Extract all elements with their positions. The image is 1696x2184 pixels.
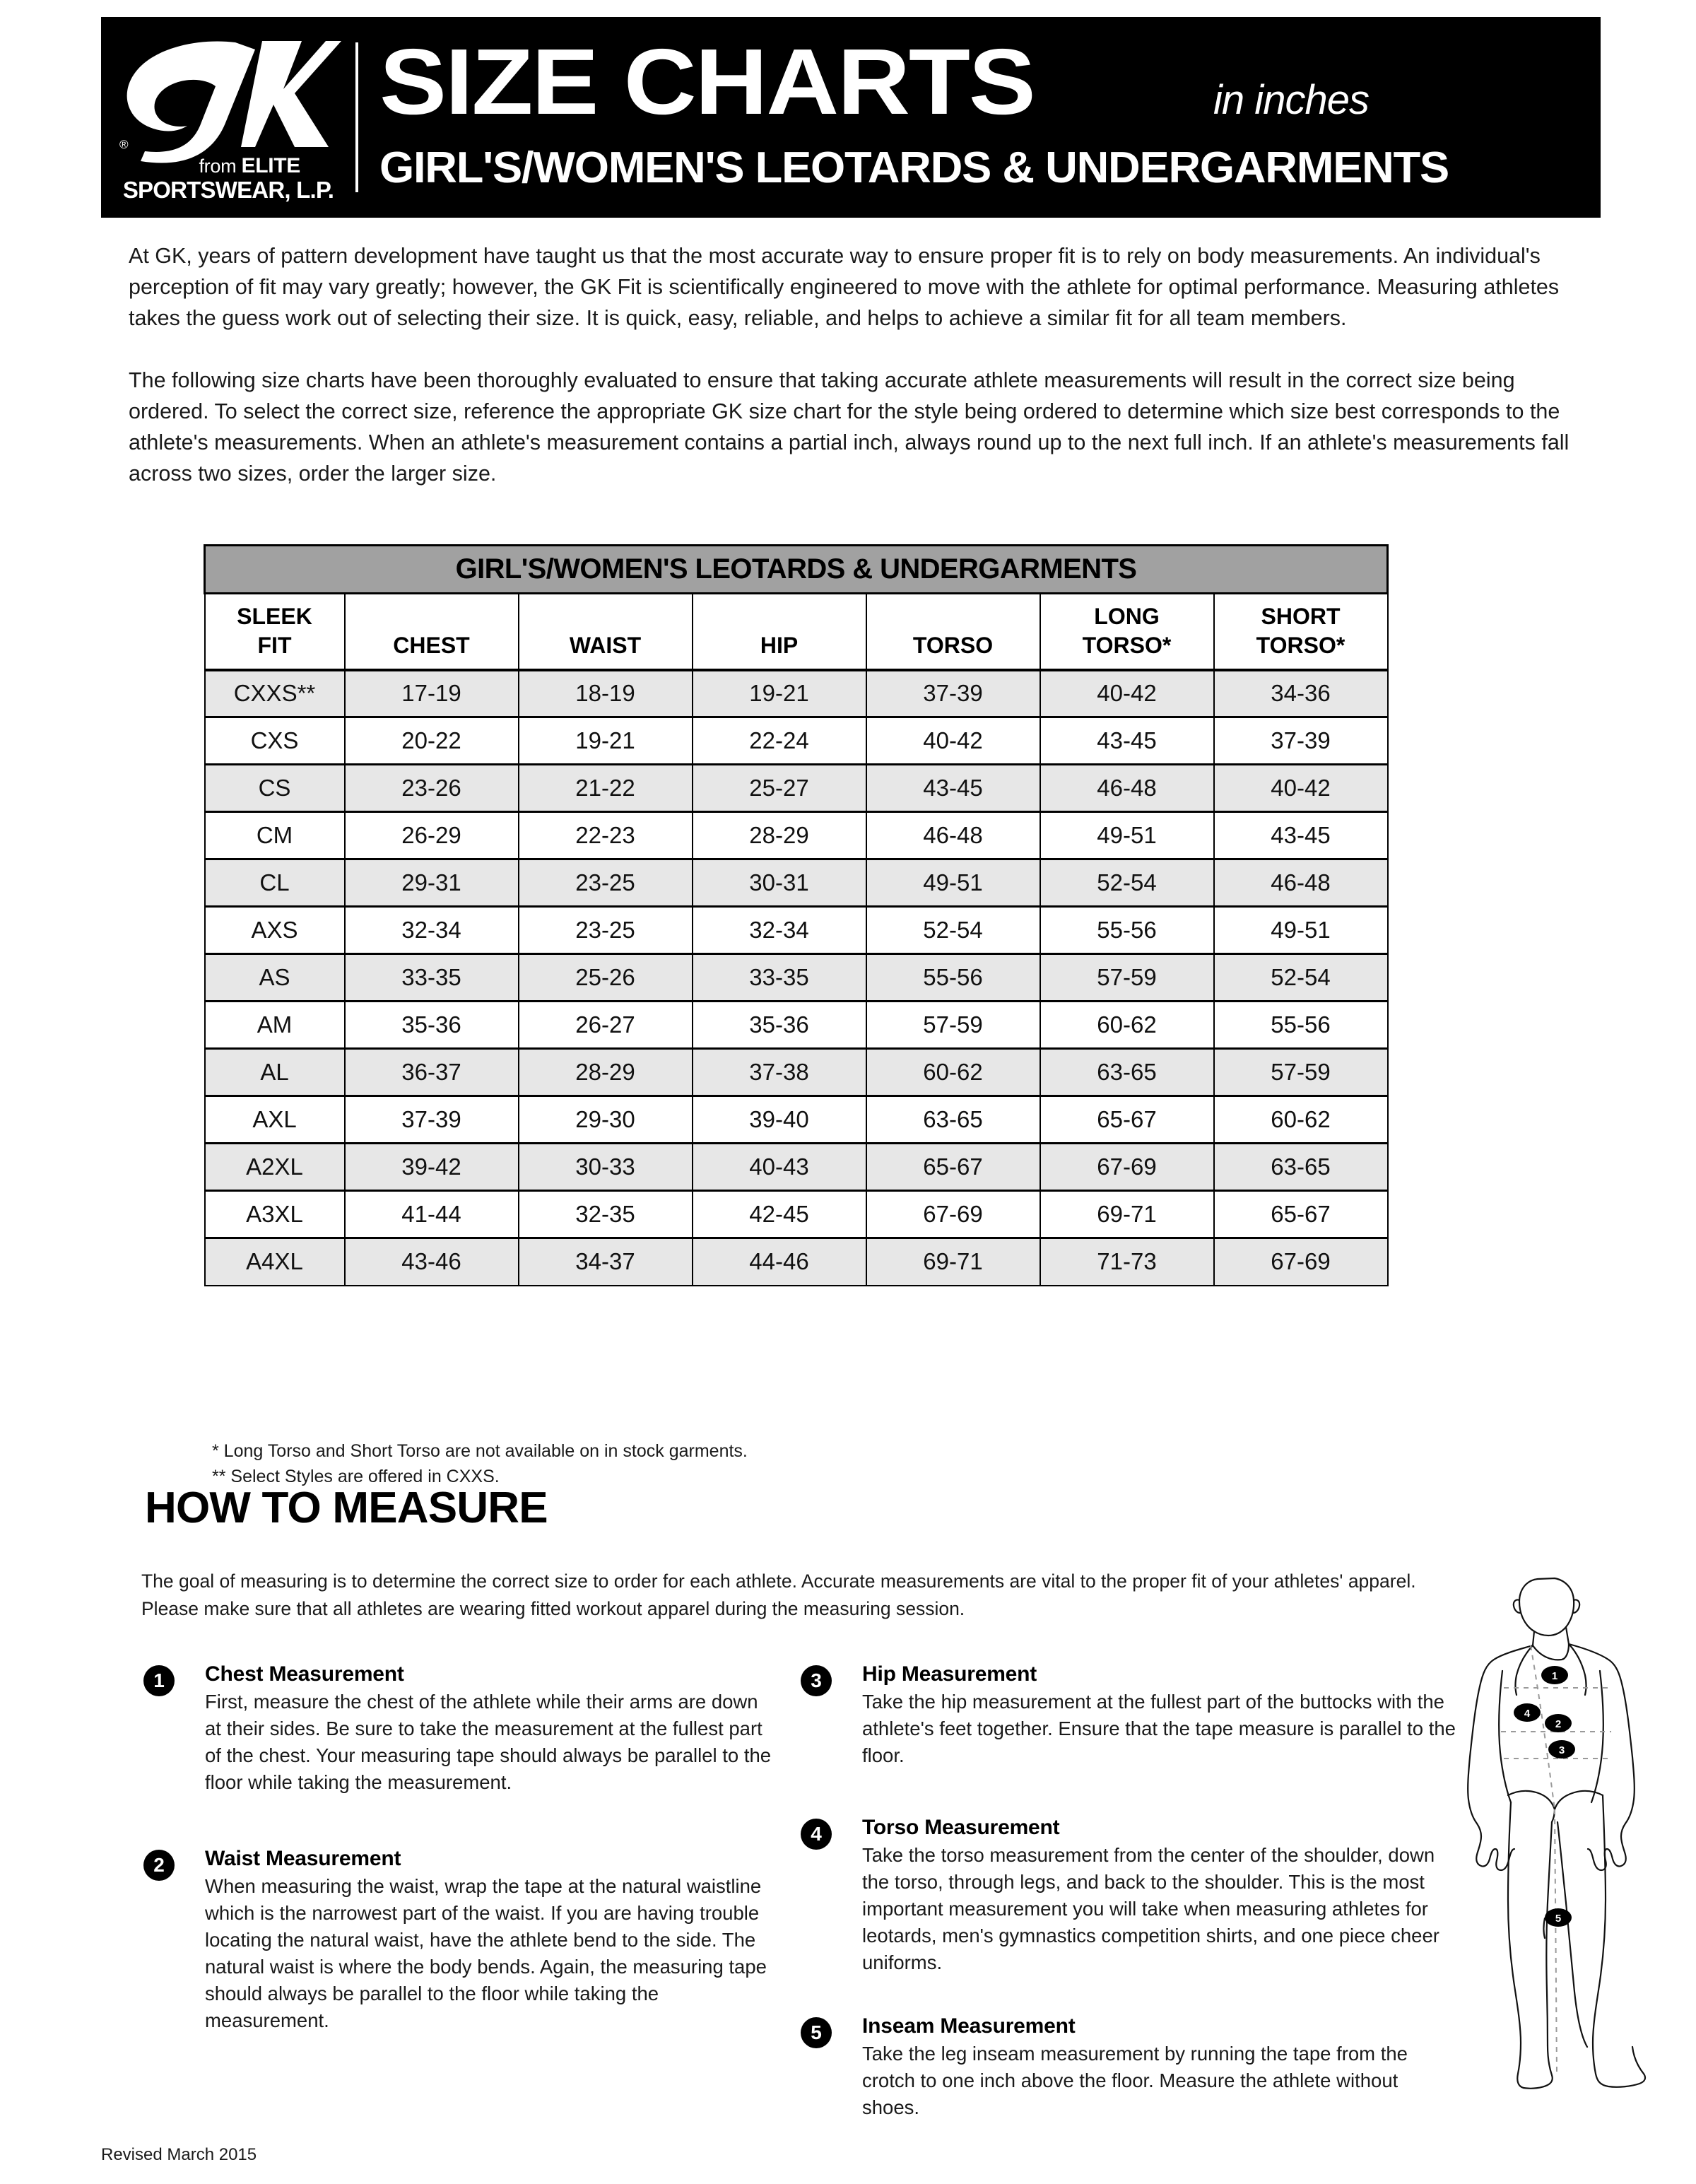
callout-label-3: 3 (1558, 1744, 1565, 1756)
intro-paragraph-2: The following size charts have been thoroughly evaluated to ensure that taking accurate athlete measurements will result in the correct size being ordered. To select the correct size, reference the appropriate GK size chart for the style being ordered to determine which size best corresponds to the athlete's measurements. When an athlete's measurement contains a partial inch, always round up to the next full inch. If an athlete's measurements fall across two sizes, order the larger size. (129, 368, 1570, 486)
page-subtitle: GIRL'S/WOMEN'S LEOTARDS & UNDERGARMENTS (379, 143, 1449, 192)
table-header-row (205, 594, 1388, 670)
table-body (205, 670, 1388, 1286)
cell-torso: 49-51 (866, 859, 1040, 907)
cell-chest: 20-22 (345, 717, 519, 765)
cell-waist: 22-23 (519, 812, 693, 859)
cell-hip: 19-21 (693, 670, 866, 717)
cell-waist: 25-26 (519, 954, 693, 1002)
table-row (205, 670, 1388, 717)
cell-waist: 23-25 (519, 859, 693, 907)
cell-long-torso: 69-71 (1040, 1191, 1214, 1238)
cell-long-torso: 57-59 (1040, 954, 1214, 1002)
size-chart-table (204, 544, 1389, 1286)
cell-torso: 46-48 (866, 812, 1040, 859)
measurement-body: Take the leg inseam measurement by running the tape from the crotch to one inch above the floor. Measure the athlete without shoes. (862, 2043, 1408, 2118)
column-header-long-torso (1040, 594, 1214, 670)
cell-long-torso: 55-56 (1040, 907, 1214, 954)
cell-long-torso: 49-51 (1040, 812, 1214, 859)
header-line-1: LONG (1094, 604, 1160, 630)
table-footnotes (212, 1438, 748, 1489)
table-head (205, 546, 1388, 670)
measurement-items-right-column (799, 1662, 1456, 2156)
cell-size: CS (205, 765, 345, 812)
cell-size: CL (205, 859, 345, 907)
table-title-row (205, 546, 1388, 594)
measurement-heading: Inseam Measurement (862, 2014, 1076, 2038)
table-row (205, 765, 1388, 812)
cell-short-torso: 57-59 (1214, 1049, 1388, 1096)
measurement-body: First, measure the chest of the athlete while their arms are down at their sides. Be sure to take the measurement at the fullest part of the chest. Your measuring tape should always be parallel to the floor while taking the measurement. (205, 1691, 772, 1793)
table-row (205, 907, 1388, 954)
cell-size: AXL (205, 1096, 345, 1144)
body-outline-diagram (1433, 1532, 1680, 2119)
header-line-2: CHEST (393, 633, 470, 659)
cell-size: AS (205, 954, 345, 1002)
cell-torso: 37-39 (866, 670, 1040, 717)
cell-size: A3XL (205, 1191, 345, 1238)
inseam-guide-line (1555, 1809, 1557, 2072)
cell-size: AL (205, 1049, 345, 1096)
table-row (205, 1238, 1388, 1286)
callout-badge-1 (1541, 1666, 1568, 1684)
header-bar (101, 17, 1601, 218)
cell-torso: 60-62 (866, 1049, 1040, 1096)
callout-label-1: 1 (1551, 1670, 1558, 1682)
header-text-block (374, 17, 1601, 218)
intro-text (129, 240, 1588, 489)
measurement-item-waist (141, 1847, 777, 2034)
header-line-2: HIP (760, 633, 799, 659)
cell-size: CM (205, 812, 345, 859)
cell-chest: 17-19 (345, 670, 519, 717)
callout-label-4: 4 (1524, 1708, 1531, 1720)
header-line-2: FIT (257, 633, 292, 659)
cell-chest: 39-42 (345, 1144, 519, 1191)
header-line-1: SHORT (1261, 604, 1341, 630)
cell-size: A4XL (205, 1238, 345, 1286)
measurement-heading: Waist Measurement (205, 1847, 401, 1870)
footnote-2: ** Select Styles are offered in CXXS. (212, 1467, 500, 1486)
cell-long-torso: 46-48 (1040, 765, 1214, 812)
cell-torso: 52-54 (866, 907, 1040, 954)
cell-hip: 32-34 (693, 907, 866, 954)
cell-chest: 36-37 (345, 1049, 519, 1096)
cell-hip: 35-36 (693, 1002, 866, 1049)
cell-hip: 39-40 (693, 1096, 866, 1144)
table-row (205, 1096, 1388, 1144)
cell-short-torso: 60-62 (1214, 1096, 1388, 1144)
table-row (205, 1002, 1388, 1049)
cell-torso: 43-45 (866, 765, 1040, 812)
cell-size: A2XL (205, 1144, 345, 1191)
cell-torso: 40-42 (866, 717, 1040, 765)
step-number-badge: 5 (801, 2017, 832, 2048)
cell-short-torso: 55-56 (1214, 1002, 1388, 1049)
table-row (205, 1191, 1388, 1238)
cell-long-torso: 43-45 (1040, 717, 1214, 765)
cell-torso: 55-56 (866, 954, 1040, 1002)
header-divider (355, 42, 358, 192)
registered-trademark-icon: ® (119, 138, 129, 151)
measurement-body: When measuring the waist, wrap the tape at the natural waistline which is the narrowest part of the waist. If you are having trouble locating the natural waist, have the athlete bend to the side. The natural waist is where the body bends. Again, the measuring tape should always be parallel to the floor while taking the measurement. (205, 1875, 767, 2031)
table-row (205, 1049, 1388, 1096)
cell-waist: 26-27 (519, 1002, 693, 1049)
measurement-body: Take the torso measurement from the center of the shoulder, down the torso, through legs, and back to the shoulder. This is the most important measurement you will take when measuring athletes for leotards, men's gymnastics competition shirts, and one piece cheer uniforms. (862, 1844, 1439, 1973)
step-number-badge: 2 (143, 1850, 175, 1881)
cell-torso: 57-59 (866, 1002, 1040, 1049)
cell-long-torso: 71-73 (1040, 1238, 1214, 1286)
intro-paragraph-1: At GK, years of pattern development have taught us that the most accurate way to ensure proper fit is to rely on body measurements. An individual's perception of fit may vary greatly; however, the GK Fit is scientifically engineered to move with the athlete for optimal performance. Measuring athletes takes the guess work out of selecting their size. It is quick, easy, reliable, and helps to achieve a similar fit for all team members. (129, 244, 1560, 330)
cell-chest: 37-39 (345, 1096, 519, 1144)
footnote-1: * Long Torso and Short Torso are not available on in stock garments. (212, 1441, 748, 1461)
cell-short-torso: 65-67 (1214, 1191, 1388, 1238)
cell-short-torso: 49-51 (1214, 907, 1388, 954)
logo-tagline-from: from (199, 155, 242, 177)
step-number-badge: 1 (143, 1665, 175, 1696)
table-title: GIRL'S/WOMEN'S LEOTARDS & UNDERGARMENTS (205, 546, 1388, 594)
cell-waist: 18-19 (519, 670, 693, 717)
cell-chest: 33-35 (345, 954, 519, 1002)
cell-waist: 29-30 (519, 1096, 693, 1144)
gk-logo-block (101, 17, 355, 218)
cell-long-torso: 40-42 (1040, 670, 1214, 717)
cell-waist: 32-35 (519, 1191, 693, 1238)
page-title: SIZE CHARTS (379, 30, 1035, 134)
cell-size: CXS (205, 717, 345, 765)
cell-chest: 23-26 (345, 765, 519, 812)
cell-long-torso: 63-65 (1040, 1049, 1214, 1096)
cell-hip: 37-38 (693, 1049, 866, 1096)
cell-long-torso: 52-54 (1040, 859, 1214, 907)
cell-waist: 30-33 (519, 1144, 693, 1191)
header-line-2: WAIST (569, 633, 642, 659)
header-line-2: TORSO* (1082, 633, 1172, 659)
measurement-items-left-column (141, 1662, 777, 2069)
step-number-badge: 4 (801, 1819, 832, 1850)
column-header-chest (345, 594, 519, 670)
table-row (205, 717, 1388, 765)
cell-chest: 32-34 (345, 907, 519, 954)
cell-hip: 25-27 (693, 765, 866, 812)
measurement-item-hip (799, 1662, 1456, 1769)
cell-waist: 34-37 (519, 1238, 693, 1286)
table-row (205, 954, 1388, 1002)
column-header-hip (693, 594, 866, 670)
logo-tagline-elite: ELITE (241, 154, 300, 177)
cell-torso: 69-71 (866, 1238, 1040, 1286)
column-header-waist (519, 594, 693, 670)
page-title-units: in inches (1213, 77, 1369, 123)
callout-badge-4 (1514, 1703, 1541, 1722)
cell-short-torso: 40-42 (1214, 765, 1388, 812)
cell-long-torso: 65-67 (1040, 1096, 1214, 1144)
column-header-torso (866, 594, 1040, 670)
cell-short-torso: 63-65 (1214, 1144, 1388, 1191)
measurement-item-inseam (799, 2014, 1456, 2121)
cell-torso: 63-65 (866, 1096, 1040, 1144)
cell-waist: 21-22 (519, 765, 693, 812)
measurement-heading: Hip Measurement (862, 1662, 1037, 1686)
cell-long-torso: 60-62 (1040, 1002, 1214, 1049)
callout-label-2: 2 (1555, 1718, 1562, 1730)
cell-chest: 41-44 (345, 1191, 519, 1238)
callout-badge-5 (1545, 1908, 1572, 1927)
header-line-2: TORSO (912, 633, 994, 659)
cell-short-torso: 43-45 (1214, 812, 1388, 859)
cell-waist: 23-25 (519, 907, 693, 954)
column-header-short-torso (1214, 594, 1388, 670)
header-line-2: TORSO* (1256, 633, 1345, 659)
cell-short-torso: 37-39 (1214, 717, 1388, 765)
gk-logo-icon (117, 37, 343, 164)
cell-hip: 30-31 (693, 859, 866, 907)
measurement-heading: Torso Measurement (862, 1816, 1060, 1839)
measurement-item-chest (141, 1662, 777, 1796)
cell-short-torso: 34-36 (1214, 670, 1388, 717)
cell-short-torso: 67-69 (1214, 1238, 1388, 1286)
cell-size: CXXS** (205, 670, 345, 717)
cell-chest: 29-31 (345, 859, 519, 907)
table-row (205, 812, 1388, 859)
header-title-row (379, 30, 1369, 134)
cell-waist: 19-21 (519, 717, 693, 765)
cell-size: AXS (205, 907, 345, 954)
cell-hip: 28-29 (693, 812, 866, 859)
cell-hip: 44-46 (693, 1238, 866, 1286)
how-to-measure-title: HOW TO MEASURE (145, 1484, 548, 1532)
callout-badge-2 (1545, 1714, 1572, 1732)
cell-chest: 43-46 (345, 1238, 519, 1286)
logo-tagline-sportswear: SPORTSWEAR, L.P. (122, 177, 334, 203)
cell-waist: 28-29 (519, 1049, 693, 1096)
cell-size: AM (205, 1002, 345, 1049)
measurement-body: Take the hip measurement at the fullest part of the buttocks with the athlete's feet together. Ensure that the tape measure is parallel to the floor. (862, 1691, 1456, 1766)
header-line-1: SLEEK (237, 604, 312, 630)
table-row (205, 859, 1388, 907)
cell-torso: 65-67 (866, 1144, 1040, 1191)
revision-date: Revised March 2015 (101, 2145, 257, 2164)
how-to-measure-intro: The goal of measuring is to determine the correct size to order for each athlete. Accurate measurements are vital to the proper fit of your athletes' apparel. Please make sure that all athletes are wearing fitted workout apparel during the measuring session. (141, 1571, 1416, 1619)
step-number-badge: 3 (801, 1665, 832, 1696)
cell-hip: 42-45 (693, 1191, 866, 1238)
column-header-sleek-fit (205, 594, 345, 670)
cell-hip: 40-43 (693, 1144, 866, 1191)
cell-torso: 67-69 (866, 1191, 1040, 1238)
cell-chest: 26-29 (345, 812, 519, 859)
body-measurement-figure (1433, 1532, 1680, 2119)
cell-short-torso: 46-48 (1214, 859, 1388, 907)
logo-tagline (108, 155, 348, 201)
measurement-item-torso (799, 1816, 1456, 1976)
callout-label-5: 5 (1555, 1913, 1562, 1925)
cell-short-torso: 52-54 (1214, 954, 1388, 1002)
measurement-heading: Chest Measurement (205, 1662, 404, 1686)
cell-hip: 33-35 (693, 954, 866, 1002)
cell-long-torso: 67-69 (1040, 1144, 1214, 1191)
table-row (205, 1144, 1388, 1191)
cell-hip: 22-24 (693, 717, 866, 765)
callout-badge-3 (1548, 1740, 1575, 1759)
cell-chest: 35-36 (345, 1002, 519, 1049)
